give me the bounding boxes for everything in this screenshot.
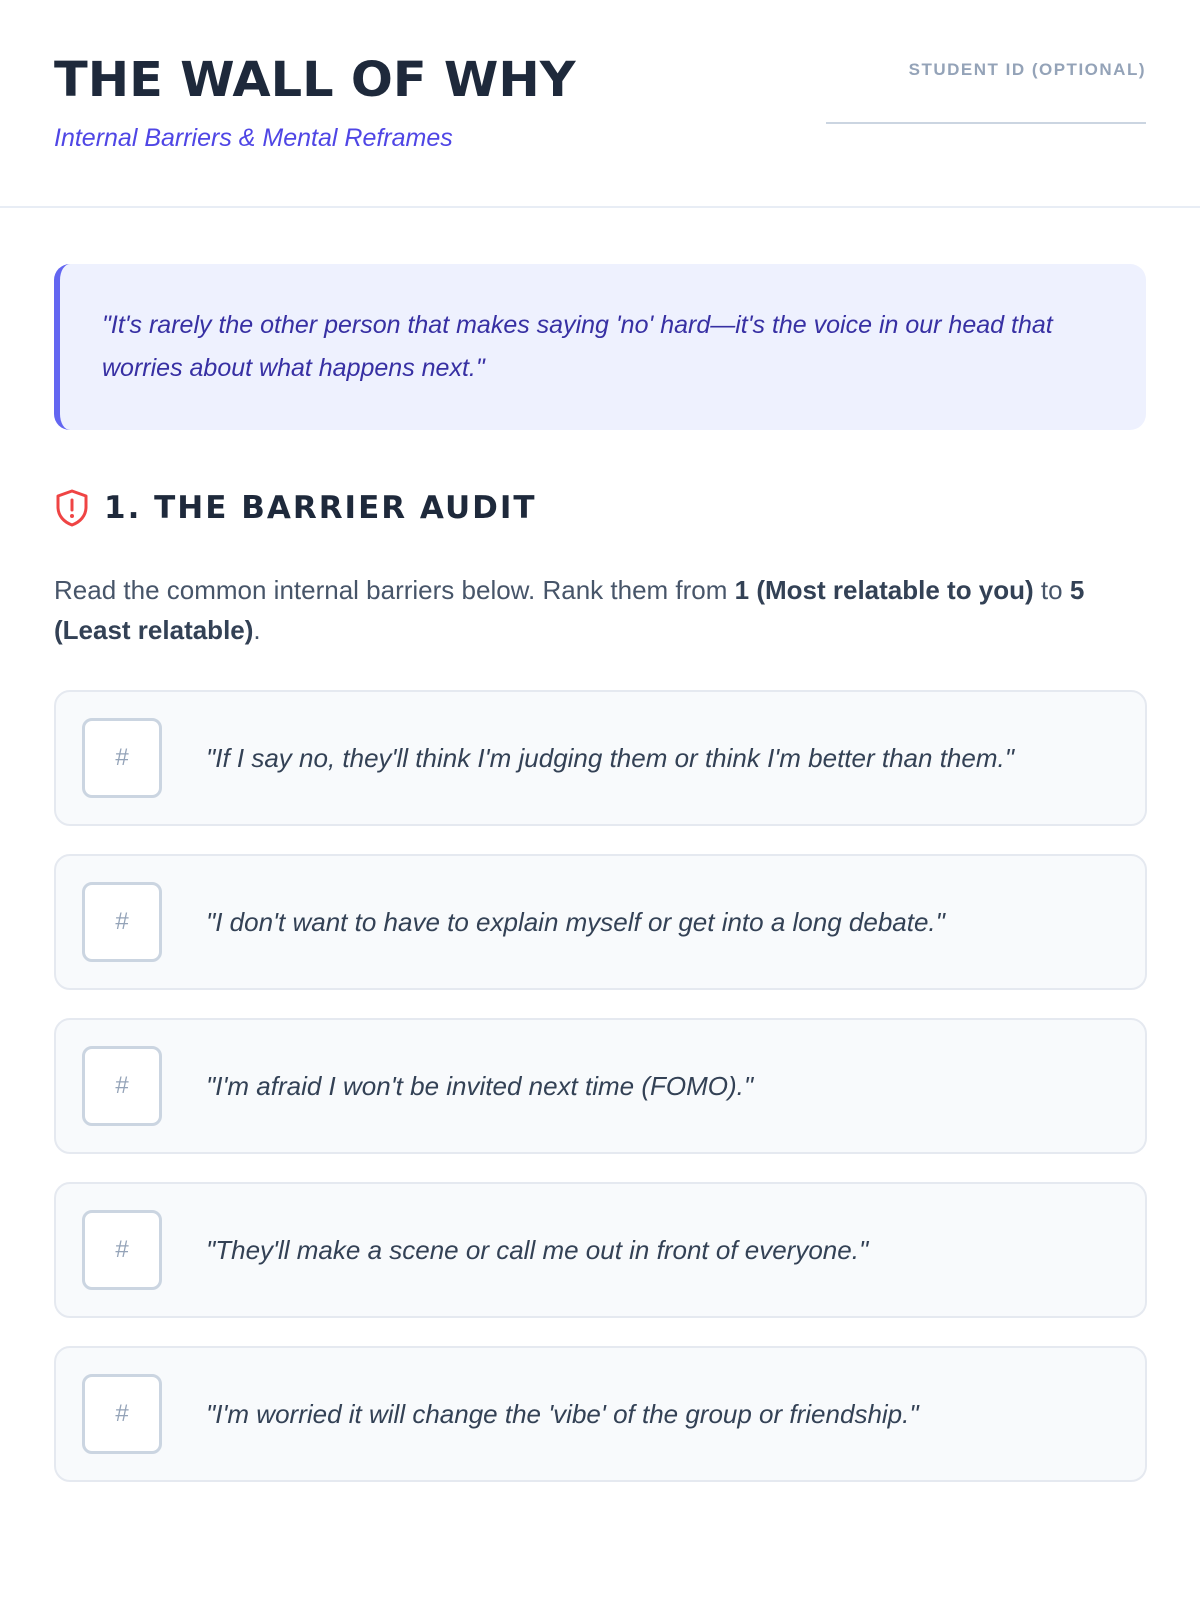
shield-alert-icon [54, 488, 90, 528]
rank-input[interactable]: # [82, 1046, 162, 1126]
page-title: THE WALL OF WHY [54, 52, 576, 108]
barrier-card [54, 854, 1147, 990]
instructions-rank-high: 1 (Most relatable to you) [734, 575, 1034, 605]
student-id-field[interactable] [826, 60, 1146, 124]
quote-text: "It's rarely the other person that makes saying 'no' hard—it's the voice in our head that worries about what happens next." [102, 311, 1053, 382]
barrier-text: "I'm afraid I won't be invited next time (FOMO)." [206, 1070, 754, 1101]
instructions-text [54, 570, 1154, 650]
barrier-list [54, 690, 1147, 1510]
student-id-input-line[interactable] [826, 122, 1146, 124]
rank-input[interactable]: # [82, 1210, 162, 1290]
barrier-card [54, 1182, 1147, 1318]
rank-input[interactable]: # [82, 718, 162, 798]
section-title: 1. THE BARRIER AUDIT [104, 490, 537, 526]
instructions-rank-low: 5 (Least relatable) [54, 575, 1085, 645]
page-subtitle: Internal Barriers & Mental Reframes [54, 124, 453, 152]
rank-input[interactable]: # [82, 882, 162, 962]
instructions-prefix: Read the common internal barriers below. Rank them from [54, 575, 735, 605]
student-id-label: STUDENT ID (OPTIONAL) [908, 60, 1146, 79]
barrier-text: "They'll make a scene or call me out in front of everyone." [206, 1234, 869, 1265]
page-header [0, 0, 1200, 208]
barrier-text: "I'm worried it will change the 'vibe' of the group or friendship." [206, 1398, 919, 1429]
barrier-card [54, 690, 1147, 826]
barrier-text: "If I say no, they'll think I'm judging them or think I'm better than them." [206, 742, 1014, 773]
section-header [54, 488, 537, 528]
barrier-card [54, 1018, 1147, 1154]
barrier-text: "I don't want to have to explain myself or get into a long debate." [206, 906, 945, 937]
barrier-card [54, 1346, 1147, 1482]
instructions-middle: to [1033, 575, 1070, 605]
intro-quote [54, 264, 1146, 430]
instructions-suffix: . [253, 615, 261, 645]
rank-input[interactable]: # [82, 1374, 162, 1454]
